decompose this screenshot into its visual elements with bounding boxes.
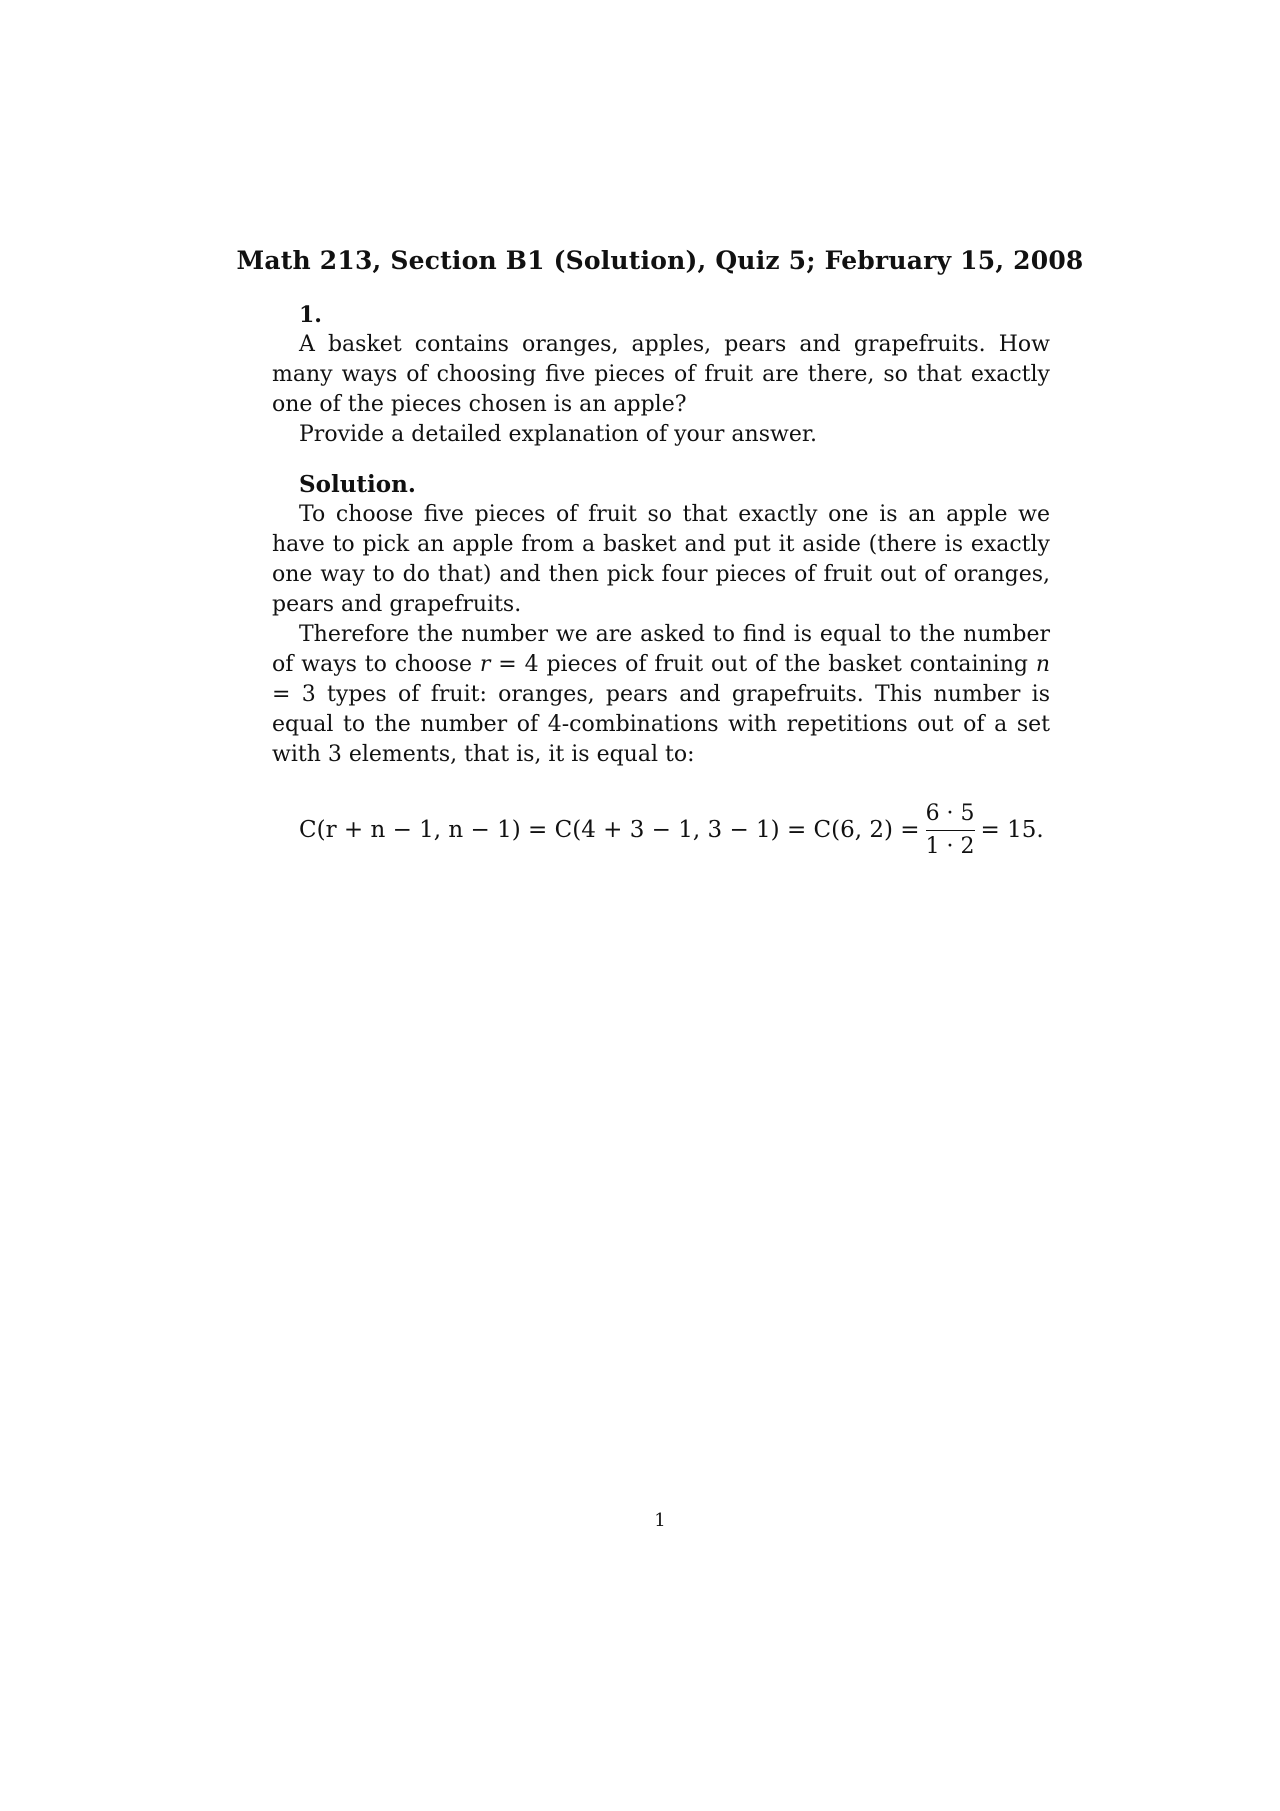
page-number: 1 <box>654 1510 666 1531</box>
solution-paragraph-2 <box>272 620 1050 770</box>
equation-fraction <box>926 800 975 861</box>
fraction-denominator: 1 · 2 <box>925 833 975 859</box>
problem-block <box>272 300 1050 450</box>
variable-r: r <box>479 652 491 677</box>
equation-result: = 15. <box>980 817 1044 843</box>
problem-statement: A basket contains oranges, apples, pears and grapefruits. How many ways of choosing five pieces of fruit are there, so that exactly one of the pieces chosen is an apple? <box>272 332 1050 417</box>
paragraph-2-text-b: = 4 pieces of fruit out of the basket containing <box>490 652 1036 677</box>
problem-instruction: Provide a detailed explanation of your answer. <box>299 422 817 447</box>
paragraph-2-text-c: = 3 types of fruit: oranges, pears and grapefruits. This number is equal to the number of 4-combinations with repetitions out of a set with 3 elements, that is, it is equal to: <box>272 682 1050 767</box>
solution-heading: Solution. <box>299 471 416 498</box>
solution-paragraph-1: To choose five pieces of fruit so that exactly one is an apple we have to pick an apple from a basket and put it aside (there is exactly one way to do that) and then pick four pieces of fruit out of oranges, pears and grapefruits. <box>272 502 1050 617</box>
fraction-bar <box>926 830 975 831</box>
solution-equation <box>299 798 1044 862</box>
variable-n: n <box>1035 652 1050 677</box>
page-title: Math 213, Section B1 (Solution), Quiz 5; February 15, 2008 <box>236 246 1084 275</box>
solution-block <box>272 470 1050 770</box>
paragraph-2-text-a: Therefore the number we are asked to find is equal to the number of ways to choose <box>272 622 1050 677</box>
equation-lhs: C(r + n − 1, n − 1) = C(4 + 3 − 1, 3 − 1) = C(6, 2) = <box>299 817 920 843</box>
fraction-numerator: 6 · 5 <box>925 800 975 826</box>
problem-number: 1. <box>299 302 322 328</box>
